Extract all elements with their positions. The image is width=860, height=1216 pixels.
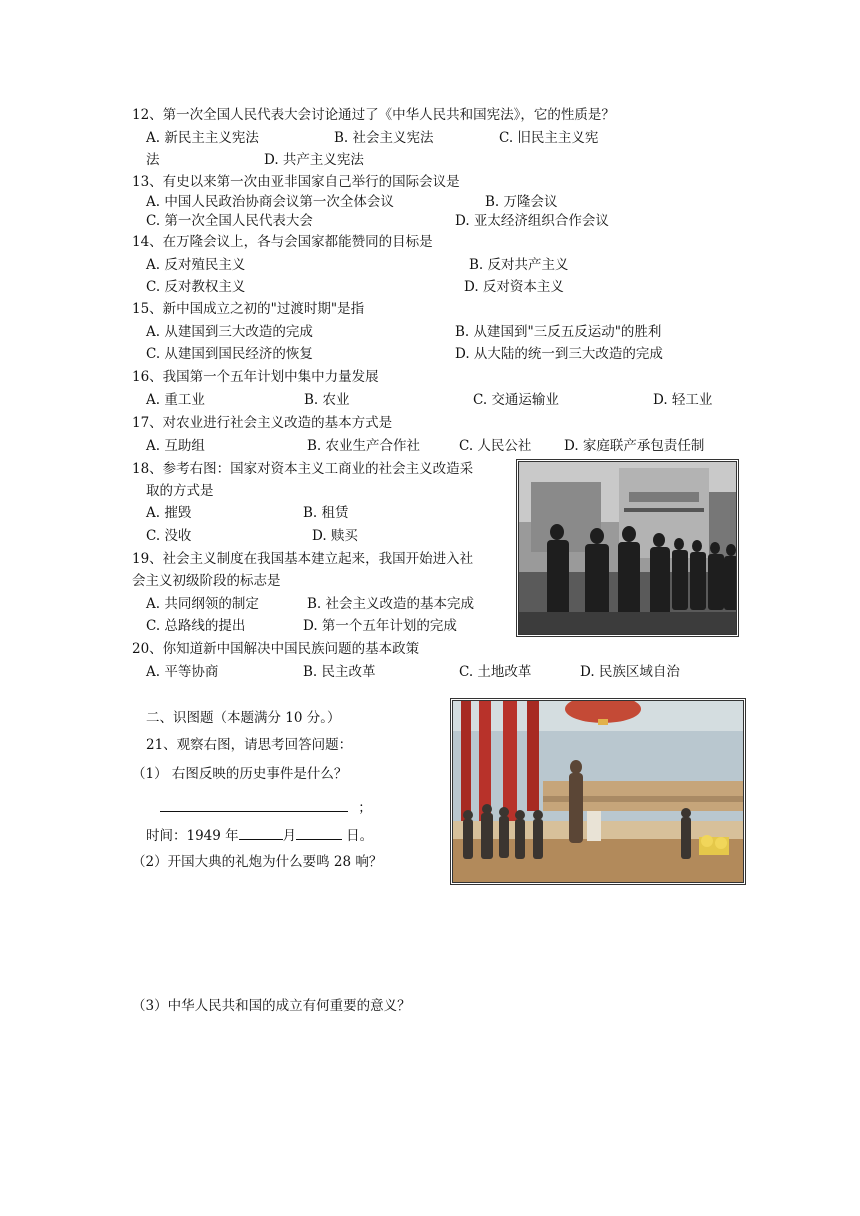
- q16-option-b: B. 农业: [304, 392, 350, 408]
- q17-option-d: D. 家庭联产承包责任制: [564, 438, 705, 454]
- q13-option-c: C. 第一次全国人民代表大会: [146, 213, 313, 229]
- q17-stem: 17、对农业进行社会主义改造的基本方式是: [132, 415, 393, 431]
- time-label: 时间：1949 年: [146, 828, 239, 844]
- month-label: 月: [282, 828, 297, 844]
- q18-option-b: B. 租赁: [303, 505, 349, 521]
- q13-option-d: D. 亚太经济组织合作会议: [455, 213, 609, 229]
- q18-option-d: D. 赎买: [312, 528, 358, 544]
- q14-stem: 14、在万隆会议上，各与会国家都能赞同的目标是: [132, 234, 433, 250]
- q12-stem: 12、第一次全国人民代表大会讨论通过了《中华人民共和国宪法》，它的性质是？: [132, 107, 615, 123]
- q16-stem: 16、我国第一个五年计划中集中力量发展: [132, 369, 379, 385]
- q13-stem: 13、有史以来第一次由亚非国家自己举行的国际会议是: [132, 174, 460, 190]
- q18-reference-photo: [516, 459, 739, 637]
- q20-option-b: B. 民主改革: [303, 664, 376, 680]
- answer-blank-event[interactable]: [160, 797, 348, 812]
- q15-option-d: D. 从大陆的统一到三大改造的完成: [455, 346, 663, 362]
- q16-option-c: C. 交通运输业: [473, 392, 559, 408]
- q14-option-a: A. 反对殖民主义: [146, 257, 246, 273]
- q17-option-c: C. 人民公社: [459, 438, 532, 454]
- q12-option-d: D. 共产主义宪法: [264, 152, 364, 168]
- q12-option-a: A. 新民主主义宪法: [146, 130, 259, 146]
- q19-option-a: A. 共同纲领的制定: [146, 596, 259, 612]
- q20-option-a: A. 平等协商: [146, 664, 219, 680]
- q13-option-b: B. 万隆会议: [485, 194, 558, 210]
- q15-option-a: A. 从建国到三大改造的完成: [146, 324, 313, 340]
- q18-stem: 18、参考右图：国家对资本主义工商业的社会主义改造采: [132, 461, 474, 477]
- answer-blank-day[interactable]: [296, 825, 342, 840]
- q12-option-c: C. 旧民主主义宪: [499, 130, 599, 146]
- q21-part1: （1） 右图反映的历史事件是什么？: [132, 766, 348, 782]
- q19-option-b: B. 社会主义改造的基本完成: [307, 596, 475, 612]
- q12-option-b: B. 社会主义宪法: [334, 130, 434, 146]
- q21-part3: （3）中华人民共和国的成立有何重要的意义？: [132, 998, 411, 1014]
- q19-option-d: D. 第一个五年计划的完成: [303, 618, 457, 634]
- q15-stem: 15、新中国成立之初的"过渡时期"是指: [132, 301, 365, 317]
- q21-part2: （2）开国大典的礼炮为什么要鸣 28 响？: [132, 854, 383, 870]
- q17-option-b: B. 农业生产合作社: [307, 438, 421, 454]
- q21-time-line: [146, 825, 373, 845]
- founding-ceremony-illustration: [453, 701, 743, 882]
- q15-option-b: B. 从建国到"三反五反运动"的胜利: [455, 324, 662, 340]
- section2-title: 二、识图题（本题满分 10 分。）: [146, 710, 341, 726]
- q21-stem: 21、观察右图，请思考回答问题：: [146, 737, 353, 753]
- procession-photo-illustration: [519, 462, 736, 634]
- q19-option-c: C. 总路线的提出: [146, 618, 246, 634]
- q14-option-d: D. 反对资本主义: [464, 279, 564, 295]
- q21-reference-painting: [450, 698, 746, 885]
- q21-part1-answer-line: [160, 797, 372, 817]
- q17-option-a: A. 互助组: [146, 438, 205, 454]
- q16-option-a: A. 重工业: [146, 392, 205, 408]
- q14-option-c: C. 反对教权主义: [146, 279, 246, 295]
- q15-option-c: C. 从建国到国民经济的恢复: [146, 346, 313, 362]
- q13-option-a: A. 中国人民政治协商会议第一次全体会议: [146, 194, 394, 210]
- q18-option-a: A. 摧毁: [146, 505, 192, 521]
- q19-stem-continued: 会主义初级阶段的标志是: [132, 573, 281, 589]
- q19-stem: 19、社会主义制度在我国基本建立起来，我国开始进入社: [132, 551, 474, 567]
- q20-option-c: C. 土地改革: [459, 664, 532, 680]
- q18-stem-continued: 取的方式是: [146, 483, 214, 499]
- q16-option-d: D. 轻工业: [653, 392, 713, 408]
- day-label: 日。: [346, 828, 374, 844]
- q14-option-b: B. 反对共产主义: [469, 257, 569, 273]
- q20-option-d: D. 民族区域自治: [580, 664, 680, 680]
- answer-blank-month[interactable]: [239, 825, 283, 840]
- q20-stem: 20、你知道新中国解决中国民族问题的基本政策: [132, 641, 420, 657]
- answer-line-end: ；: [358, 800, 372, 816]
- q18-option-c: C. 没收: [146, 528, 192, 544]
- q12-option-c-continued: 法: [146, 152, 160, 168]
